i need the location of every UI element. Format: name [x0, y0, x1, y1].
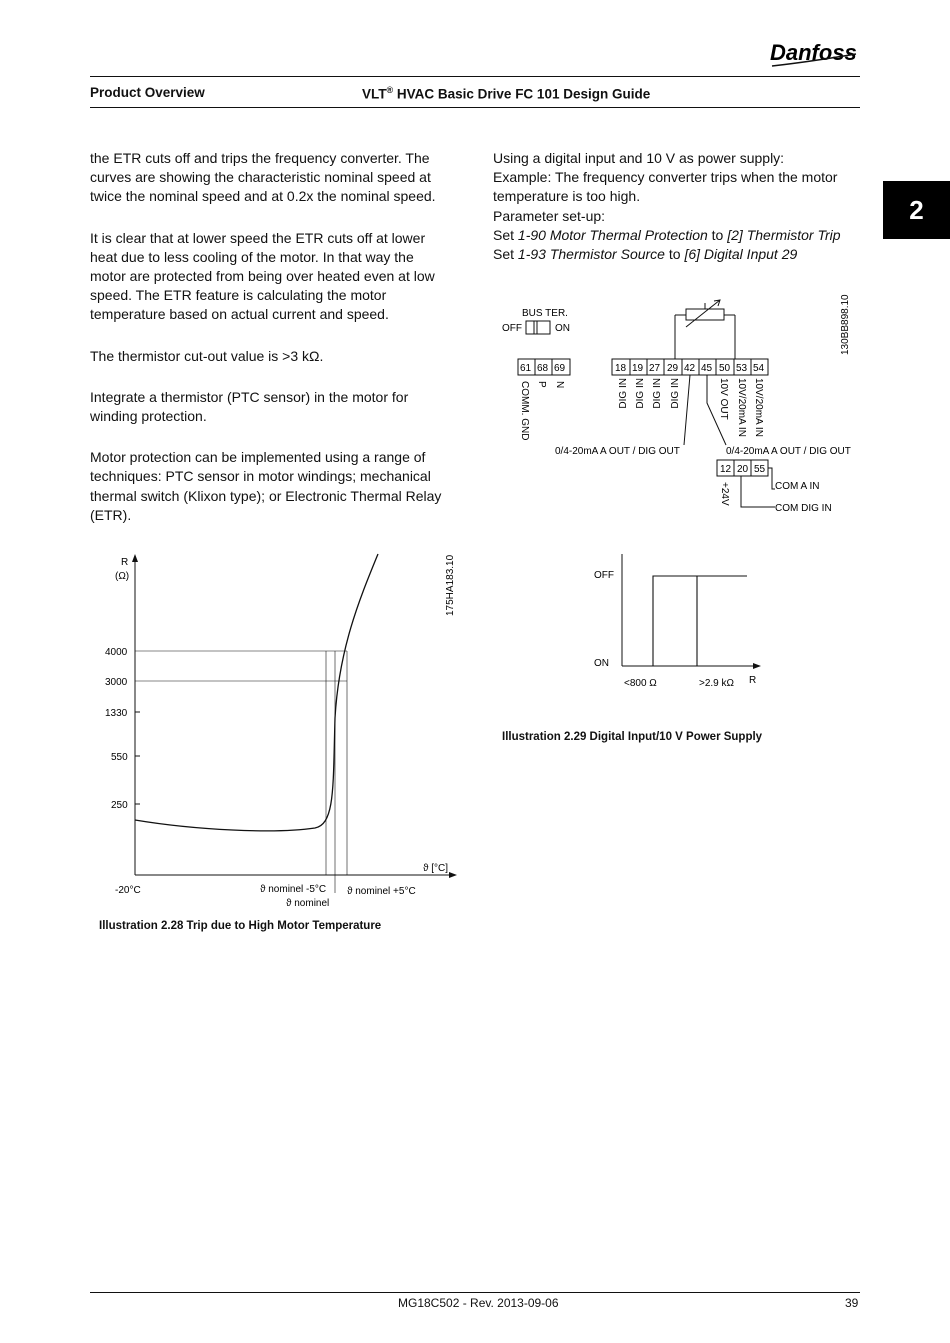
logo-text: Danfoss: [770, 40, 857, 65]
text-line: Using a digital input and 10 V as power supply:: [493, 150, 785, 166]
header-top-rule: [90, 76, 860, 77]
terminal-69: 69: [554, 363, 566, 374]
label-n: N: [554, 381, 565, 389]
digital-input-chart: [585, 550, 775, 695]
paragraph: the ETR cuts off and trips the frequency converter. The curves are showing the characteristic nominal speed at twice the nominal speed and at 0.2x the nominal speed.: [90, 150, 436, 205]
chart-code: 175HA183.10: [445, 554, 456, 616]
label-10v-20ma-in-54: 10V/20mA IN: [753, 378, 764, 437]
terminal-53: 53: [736, 363, 748, 374]
ao-label-2: 0/4-20mA A OUT / DIG OUT: [726, 446, 851, 457]
terminal-29: 29: [667, 363, 679, 374]
ao-label-1: 0/4-20mA A OUT / DIG OUT: [555, 446, 680, 457]
y-ticks: [105, 647, 347, 811]
label-nominel: ϑ nominel: [286, 898, 330, 909]
x-label-2-9k: >2.9 kΩ: [699, 678, 734, 689]
diagram-code: 130BB898.10: [840, 294, 851, 355]
y-tick-3000: 3000: [105, 677, 128, 688]
terminal-27: 27: [649, 363, 661, 374]
label-comm-gnd: COMM. GND: [519, 381, 530, 441]
footer-doc-id: MG18C502 - Rev. 2013-09-06: [398, 1296, 559, 1310]
wiring-diagram: [490, 285, 870, 520]
label-p: P: [536, 381, 547, 388]
y-axis-label: R: [121, 557, 129, 568]
terminal-12: 12: [720, 464, 732, 475]
paragraph: Integrate a thermistor (PTC sensor) in the motor for winding protection.: [90, 388, 409, 425]
y-tick-550: 550: [111, 752, 128, 763]
com-a-in-label: COM A IN: [775, 481, 820, 492]
terminal-block-main: [612, 359, 768, 437]
label-dig-in-18: DIG IN: [618, 378, 629, 409]
r-label: R: [749, 675, 757, 686]
y-tick-1330: 1330: [105, 708, 128, 719]
terminal-20: 20: [737, 464, 749, 475]
terminal-block-bottom: [717, 460, 832, 514]
label-10v-20ma-in-53: 10V/20mA IN: [736, 378, 747, 437]
terminal-block-left: [518, 359, 570, 440]
label-dig-in-27: DIG IN: [652, 378, 663, 409]
terminal-45: 45: [701, 363, 713, 374]
bus-switch: [526, 321, 550, 334]
terminal-54: 54: [753, 363, 765, 374]
label-nominel-minus5: ϑ nominel -5°C: [260, 884, 327, 895]
chapter-tab: 2: [883, 181, 950, 239]
terminal-61: 61: [520, 363, 532, 374]
label-24v: +24V: [719, 482, 730, 506]
right-column-text: [493, 149, 853, 264]
text-line: Example: The frequency converter trips when the motor temperature is too high.: [493, 169, 838, 205]
param-line-2: Set 1-93 Thermistor Source to [6] Digital Input 29: [493, 246, 798, 263]
terminal-68: 68: [537, 363, 549, 374]
caption-2-29: Illustration 2.29 Digital Input/10 V Power Supply: [502, 731, 763, 743]
y-tick-250: 250: [111, 800, 128, 811]
terminal-18: 18: [615, 363, 627, 374]
guide-title: VLT® HVAC Basic Drive FC 101 Design Guide: [362, 85, 651, 102]
off-label: OFF: [502, 323, 522, 334]
off-label: OFF: [594, 570, 614, 581]
on-label: ON: [594, 658, 609, 669]
x-axis-label: ϑ [°C]: [423, 863, 449, 874]
footer-rule: [90, 1292, 860, 1293]
header-bottom-rule: [90, 107, 860, 108]
param-line-1: Set 1-90 Motor Thermal Protection to [2] Thermistor Trip: [493, 226, 841, 243]
page-number: 39: [845, 1296, 859, 1310]
section-title: Product Overview: [90, 85, 205, 100]
leader-42: [684, 375, 690, 445]
on-label: ON: [555, 323, 570, 334]
com-dig-in-label: COM DIG IN: [775, 503, 832, 514]
label-nominel-plus5: ϑ nominel +5°C: [347, 886, 416, 897]
paragraph: It is clear that at lower speed the ETR cuts off at lower heat due to less cooling of the motor. In that way the motor are protected from being over heated even at low speed. The ETR feature is calculating the motor temperature based on actual current and speed.: [90, 229, 435, 323]
label-dig-in-19: DIG IN: [635, 378, 646, 409]
label-dig-in-29: DIG IN: [670, 378, 681, 409]
paragraph: The thermistor cut-out value is >3 kΩ.: [90, 347, 324, 364]
terminal-42: 42: [684, 363, 696, 374]
bus-ter-label: BUS TER.: [522, 308, 568, 319]
text-line: Parameter set-up:: [493, 207, 606, 224]
terminal-50: 50: [719, 363, 731, 374]
x-label-800: <800 Ω: [624, 678, 657, 689]
thermistor-symbol: [675, 300, 735, 359]
danfoss-logo: [768, 32, 860, 72]
y-axis-unit: (Ω): [115, 571, 130, 582]
motor-temperature-chart: [95, 548, 465, 914]
caption-2-28: Illustration 2.28 Trip due to High Motor Temperature: [99, 920, 382, 932]
terminal-19: 19: [632, 363, 644, 374]
paragraph: Motor protection can be implemented using a range of techniques: PTC sensor in motor windings; mechanical thermal switch (Klixon type); or Electronic Thermal Relay (ETR).: [90, 449, 442, 523]
y-tick-4000: 4000: [105, 647, 128, 658]
left-column-text: [90, 149, 450, 547]
label-10v-out: 10V OUT: [718, 378, 729, 420]
resistance-curve: [135, 554, 378, 831]
terminal-55: 55: [754, 464, 766, 475]
step-line: [653, 576, 747, 666]
x-start-label: -20°C: [115, 885, 141, 896]
